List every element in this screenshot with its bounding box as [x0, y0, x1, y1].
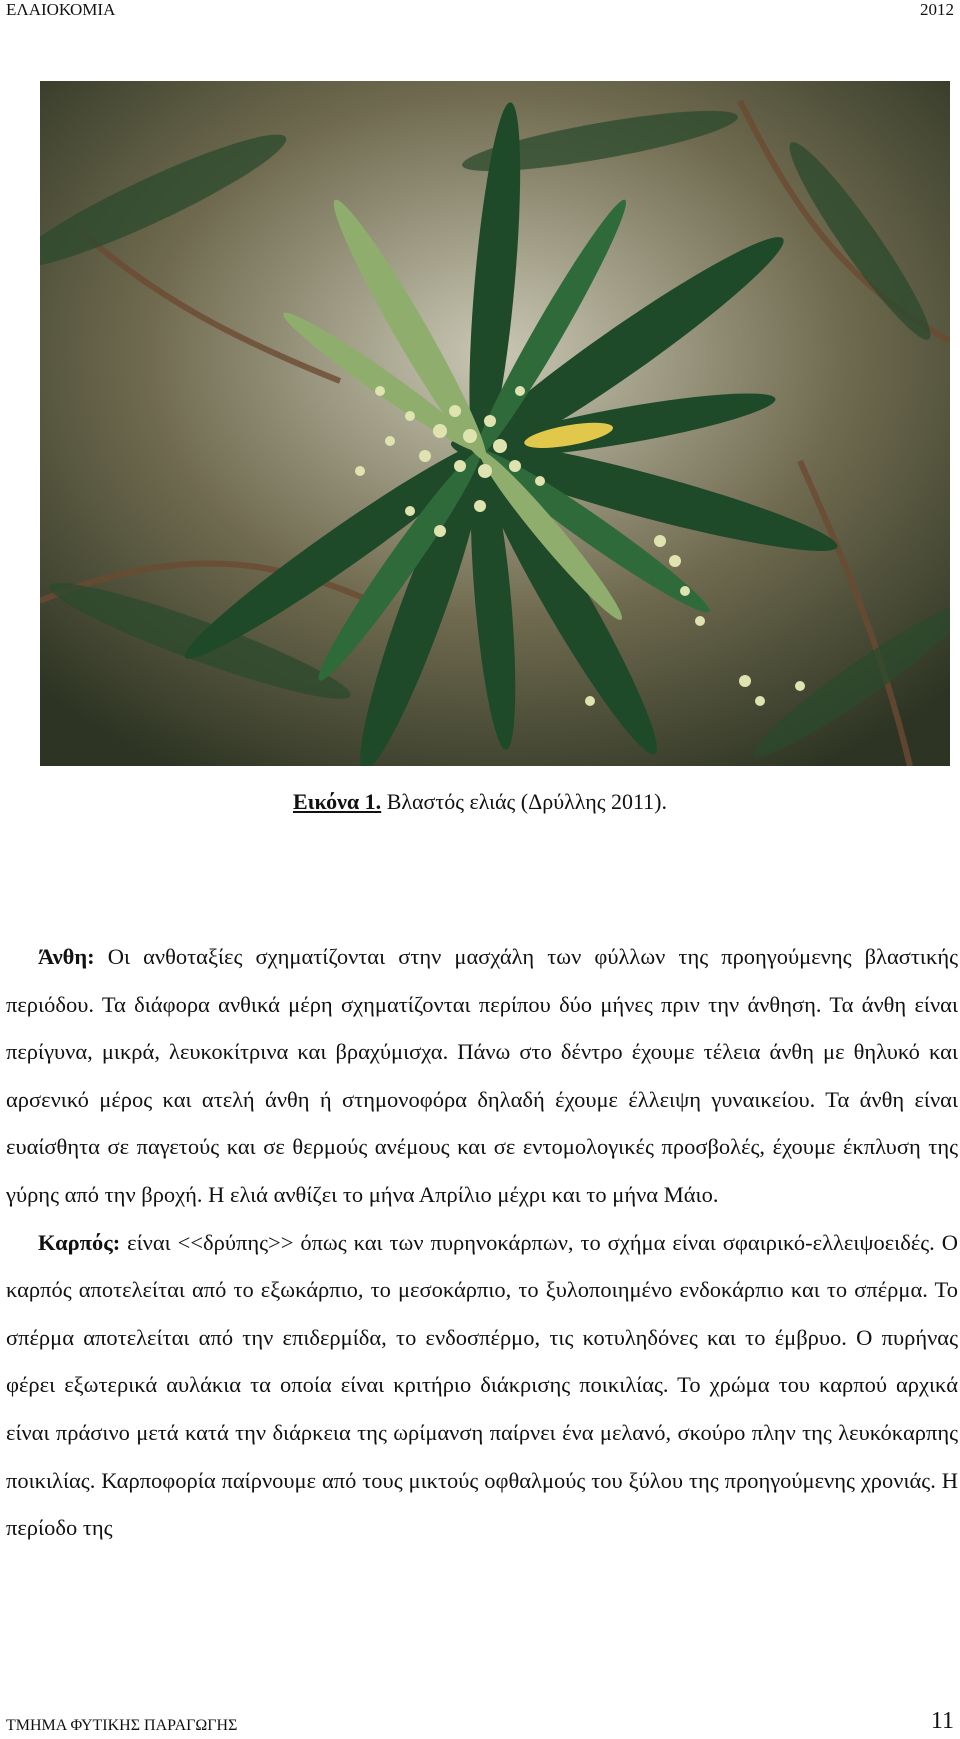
page-footer-left: ΤΜΗΜΑ ΦΥΤΙΚΗΣ ΠΑΡΑΓΩΓΗΣ	[6, 1717, 238, 1734]
page-header-right: 2012	[920, 0, 954, 19]
olive-branch-photo	[40, 81, 950, 766]
figure-caption	[0, 789, 960, 815]
paragraph-term: Καρπός:	[38, 1229, 121, 1255]
page-header-left: ΕΛΑΙΟΚΟΜΙΑ	[6, 0, 116, 19]
body-text	[6, 933, 958, 1552]
page-number: 11	[930, 1708, 954, 1734]
figure-caption-text: Βλαστός ελιάς (Δρύλλης 2011).	[381, 789, 667, 814]
paragraph-flowers	[6, 933, 958, 1219]
figure-caption-label: Εικόνα 1.	[293, 789, 382, 814]
paragraph-term: Άνθη:	[38, 944, 95, 969]
paragraph-body: είναι <<δρύπης>> όπως και των πυρηνοκάρπων, το σχήμα είναι σφαιρικό-ελλειψοειδές. Ο καρπός αποτελείται από το εξωκάρπιο, το μεσοκάρπιο, το ξυλοποιημένο ενδοκάρπιο και το σπέρμα. Το σπέρμα αποτελείται από την επιδερμίδα, το ενδοσπέρμο, τις κοτυληδόνες και το έμβρυο. Ο πυρήνας φέρει εξωτερικά αυλάκια τα οποία είναι κριτήριο διάκρισης ποικιλίας. Το χρώμα του καρπού αρχικά είναι πράσινο μετά κατά την διάρκεια της ωρίμανση παίρνει ένα μελανό, σκούρο πλην της λευκόκαρπης ποικιλίας. Καρποφορία παίρνουμε από τους μικτούς οφθαλμούς του ξύλου της προηγούμενης χρονιάς. Η περίοδο της	[6, 1229, 958, 1541]
paragraph-body: Οι ανθοταξίες σχηματίζονται στην μασχάλη των φύλλων της προηγούμενης βλαστικής περιόδου. Τα διάφορα ανθικά μέρη σχηματίζονται περίπου δύο μήνες πριν την άνθηση. Τα άνθη είναι περίγυνα, μικρά, λευκοκίτρινα και βραχύμισχα. Πάνω στο δέντρο έχουμε τέλεια άνθη με θηλυκό και αρσενικό μέρος και ατελή άνθη ή στημονοφόρα δηλαδή έχουμε έλλειψη γυναικείου. Τα άνθη είναι ευαίσθητα σε παγετούς και σε θερμούς ανέμους και σε εντομολογικές προσβολές, έχουμε έκπλυση της γύρης από την βροχή. Η ελιά ανθίζει το μήνα Απρίλιο μέχρι και το μήνα Μάιο.	[6, 944, 958, 1207]
paragraph-fruit	[6, 1219, 958, 1552]
